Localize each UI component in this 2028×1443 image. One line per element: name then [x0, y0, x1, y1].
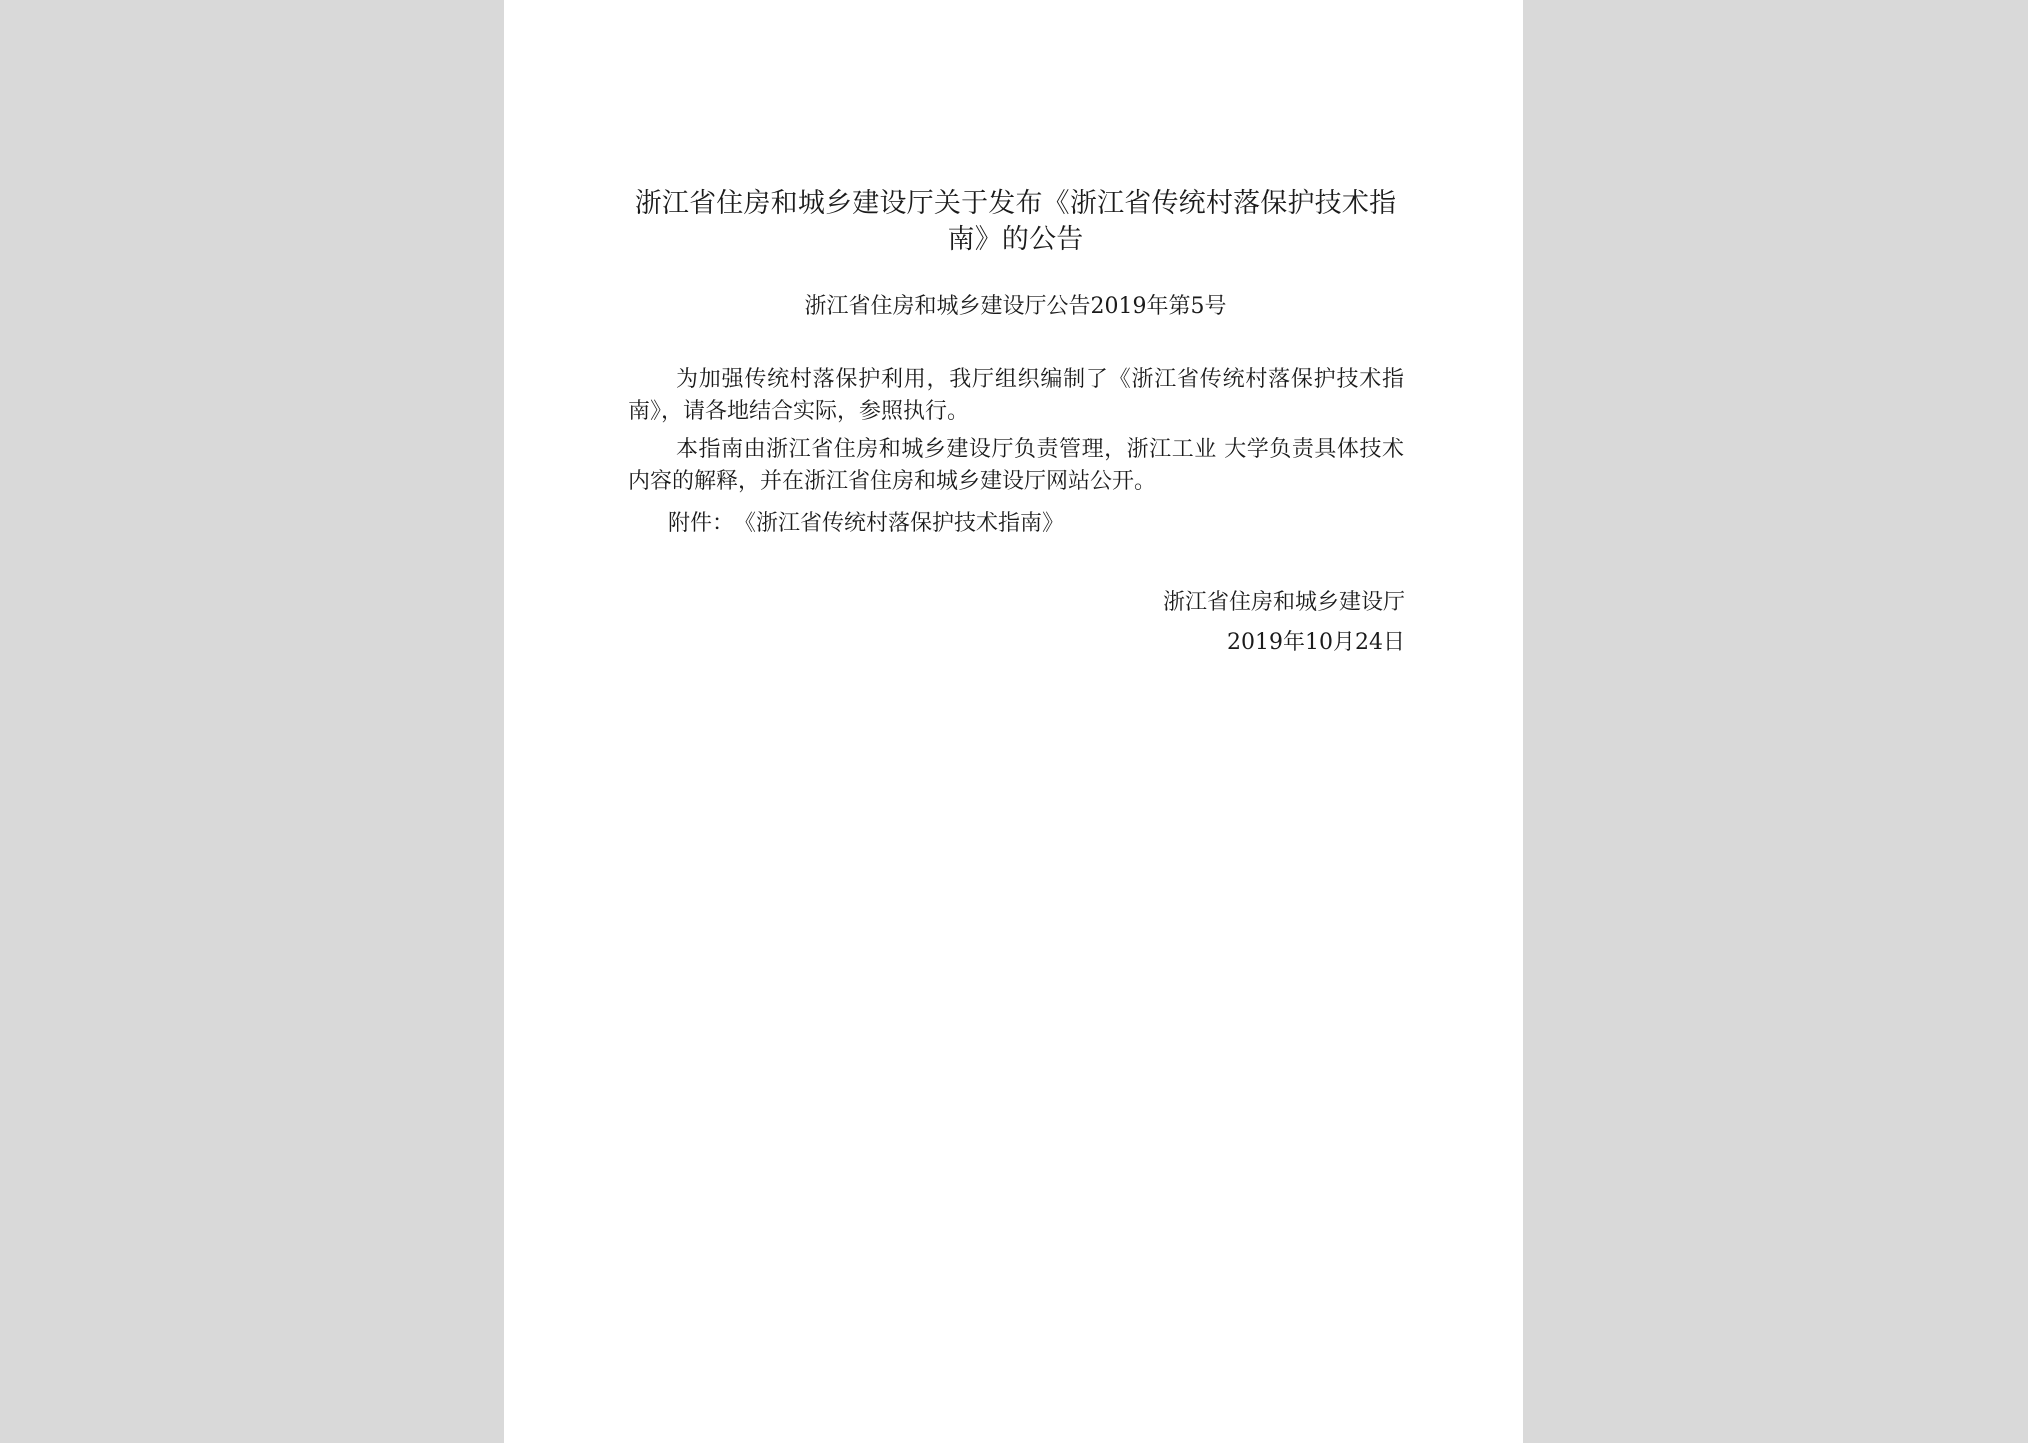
- document-number: 浙江省住房和城乡建设厅公告2019年第5号: [804, 294, 1227, 319]
- issue-date: 2019年10月24日: [1227, 630, 1405, 655]
- document-page: [504, 0, 1523, 1443]
- issuer-name: 浙江省住房和城乡建设厅: [1162, 590, 1405, 615]
- body-paragraph-1: 为加强传统村落保护利用，我厅组织编制了《浙江省传统村落保护技术指南》，请各地结合实际，参照执行。: [628, 367, 1404, 424]
- attachment-title: 《浙江省传统村落保护技术指南》: [734, 511, 1065, 536]
- attachment-label: 附件：: [668, 511, 735, 536]
- body-paragraph-2: 本指南由浙江省住房和城乡建设厅负责管理，浙江工业 大学负责具体技术内容的解释，并在浙江省住房和城乡建设厅网站公开。: [628, 437, 1404, 494]
- attachment-line: [668, 508, 1064, 540]
- document-title: 浙江省住房和城乡建设厅关于发布《浙江省传统村落保护技术指南》的公告: [634, 188, 1397, 255]
